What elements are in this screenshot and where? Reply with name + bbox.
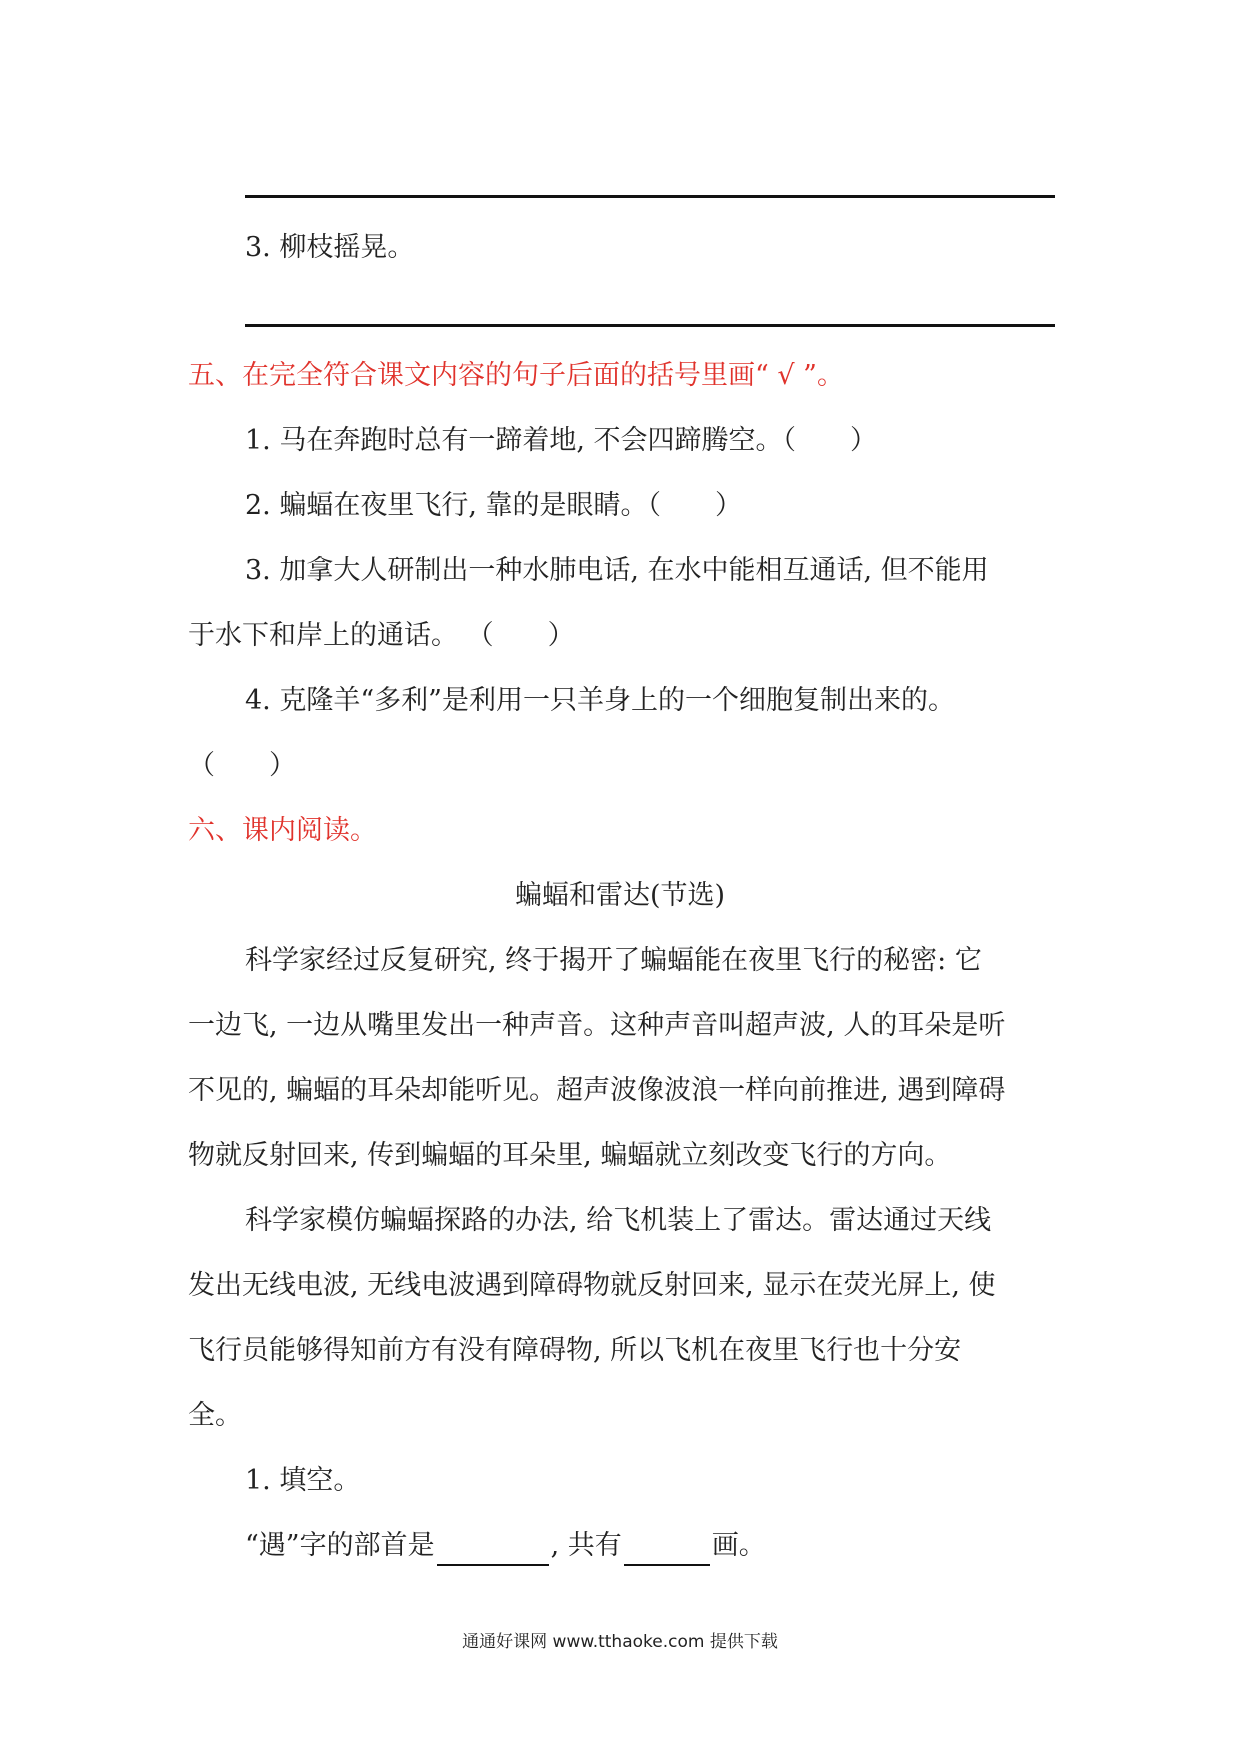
section-5-item-1: 1. 马在奔跑时总有一蹄着地, 不会四蹄腾空。（ ）: [245, 425, 878, 456]
section-5-item-3-line-2: 于水下和岸上的通话。 （ ）: [188, 620, 575, 651]
section-5-item-3-line-1: 3. 加拿大人研制出一种水肺电话, 在水中能相互通话, 但不能用: [245, 555, 989, 586]
passage-paragraph-2-line-4: 全。: [188, 1400, 242, 1431]
fill-blank-text-2: , 共有: [550, 1530, 622, 1561]
question-1-fill-blank: [245, 1526, 766, 1566]
answer-line-bottom: [245, 324, 1055, 327]
section-5-item-4-line-1: 4. 克隆羊“多利”是利用一只羊身上的一个细胞复制出来的。: [245, 685, 955, 716]
question-1-title: 1. 填空。: [245, 1465, 361, 1496]
passage-paragraph-1-line-4: 物就反射回来, 传到蝙蝠的耳朵里, 蝙蝠就立刻改变飞行的方向。: [188, 1140, 952, 1171]
passage-paragraph-2-line-2: 发出无线电波, 无线电波遇到障碍物就反射回来, 显示在荧光屏上, 使: [188, 1270, 996, 1301]
radical-answer-blank[interactable]: [437, 1536, 549, 1566]
footer-source: 通通好课网 www.tthaoke.com 提供下载: [462, 1632, 778, 1652]
passage-paragraph-2-line-1: 科学家模仿蝙蝠探路的办法, 给飞机装上了雷达。雷达通过天线: [245, 1205, 992, 1236]
passage-paragraph-1-line-2: 一边飞, 一边从嘴里发出一种声音。这种声音叫超声波, 人的耳朵是听: [188, 1010, 1006, 1041]
section-6-title: 六、课内阅读。: [188, 815, 377, 846]
passage-title: 蝙蝠和雷达(节选): [514, 880, 726, 911]
passage-paragraph-1-line-3: 不见的, 蝙蝠的耳朵却能听见。超声波像波浪一样向前推进, 遇到障碍: [188, 1075, 1006, 1106]
stroke-count-answer-blank[interactable]: [624, 1536, 710, 1566]
passage-paragraph-2-line-3: 飞行员能够得知前方有没有障碍物, 所以飞机在夜里飞行也十分安: [188, 1335, 962, 1366]
answer-line-top: [245, 195, 1055, 198]
section-5-item-4-line-2: （ ）: [188, 750, 296, 781]
passage-paragraph-1-line-1: 科学家经过反复研究, 终于揭开了蝙蝠能在夜里飞行的秘密: 它: [245, 945, 982, 976]
question-4-item-3: 3. 柳枝摇晃。: [245, 232, 415, 263]
section-5-item-2: 2. 蝙蝠在夜里飞行, 靠的是眼睛。（ ）: [245, 490, 743, 521]
fill-blank-text-3: 画。: [711, 1530, 766, 1561]
fill-blank-text-1: “遇”字的部首是: [245, 1530, 435, 1561]
section-5-title: 五、在完全符合课文内容的句子后面的括号里画“ √ ”。: [188, 360, 844, 391]
